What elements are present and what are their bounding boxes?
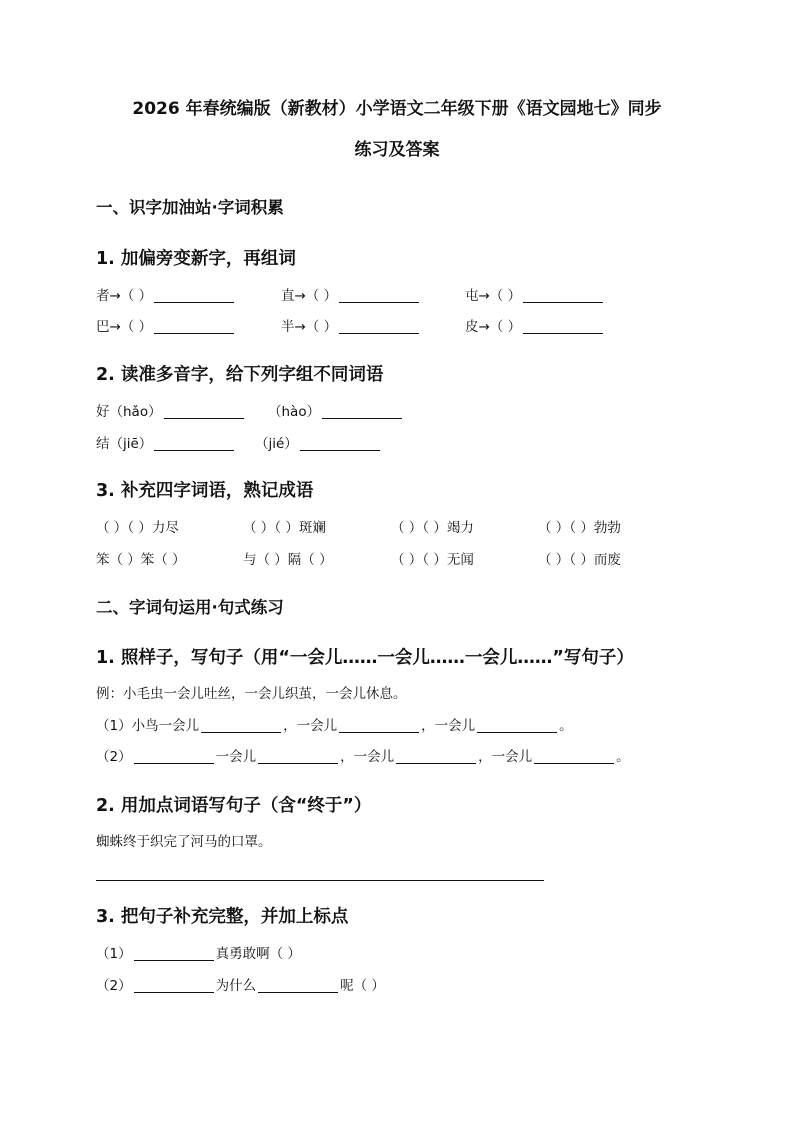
radical-item: 者→（ ） xyxy=(96,286,236,306)
given-sentence: 蜘蛛终于织完了河马的口罩。 xyxy=(96,834,272,850)
idiom-item[interactable]: 笨（ ）笨（ ） xyxy=(96,552,186,568)
document-title-line2: 练习及答案 xyxy=(354,140,440,160)
idiom-item[interactable]: （ ）（ ）斑斓 xyxy=(243,520,326,536)
answer-blank[interactable] xyxy=(523,319,603,334)
idiom-item[interactable]: 与（ ）隔（ ） xyxy=(243,552,333,568)
answer-blank[interactable] xyxy=(339,288,419,303)
question-heading-2-1: 1. 照样子，写句子（用“一会儿……一会儿……一会儿……”写句子） xyxy=(96,648,634,668)
question-heading-1-1: 1. 加偏旁变新字，再组词 xyxy=(96,249,296,269)
idiom-item[interactable]: （ ）（ ）力尽 xyxy=(96,520,179,536)
idiom-item[interactable]: （ ）（ ）而废 xyxy=(538,552,621,568)
answer-blank[interactable] xyxy=(300,436,380,451)
polyphone-item: （jié） xyxy=(255,434,382,454)
radical-item: 半→（ ） xyxy=(281,317,421,337)
polyphone-item: （hào） xyxy=(268,402,404,422)
answer-blank[interactable] xyxy=(477,718,557,733)
radical-item: 屯→（ ） xyxy=(465,286,605,306)
answer-blank[interactable] xyxy=(534,749,614,764)
sentence-line-2: （2） 一会儿 ，一会儿 ，一会儿 。 xyxy=(96,749,630,765)
sentence-line-1: （1）小鸟一会儿 ，一会儿 ，一会儿 。 xyxy=(96,718,573,734)
answer-blank[interactable] xyxy=(154,319,234,334)
document-title-line1: 2026 年春统编版（新教材）小学语文二年级下册《语文园地七》同步 xyxy=(132,99,662,119)
answer-blank[interactable] xyxy=(258,749,338,764)
answer-blank[interactable] xyxy=(154,288,234,303)
radical-item: 皮→（ ） xyxy=(465,317,605,337)
radical-item: 直→（ ） xyxy=(281,286,421,306)
polyphone-item: 好（hǎo） xyxy=(96,402,246,422)
answer-blank[interactable] xyxy=(339,718,419,733)
radical-item: 巴→（ ） xyxy=(96,317,236,337)
section-heading-2: 二、字词句运用·句式练习 xyxy=(96,598,284,617)
example-sentence: 例：小毛虫一会儿吐丝，一会儿织茧，一会儿休息。 xyxy=(96,686,407,702)
polyphone-item: 结（jiē） xyxy=(96,434,236,454)
answer-line[interactable] xyxy=(96,880,544,881)
complete-sentence-1: （1） 真勇敢啊（ ） xyxy=(96,946,301,962)
answer-blank[interactable] xyxy=(134,946,214,961)
answer-blank[interactable] xyxy=(339,319,419,334)
question-heading-2-3: 3. 把句子补充完整，并加上标点 xyxy=(96,907,349,927)
question-heading-1-2: 2. 读准多音字，给下列字组不同词语 xyxy=(96,365,384,385)
answer-blank[interactable] xyxy=(134,749,214,764)
idiom-item[interactable]: （ ）（ ）勃勃 xyxy=(538,520,621,536)
answer-blank[interactable] xyxy=(154,436,234,451)
question-heading-1-3: 3. 补充四字词语，熟记成语 xyxy=(96,481,314,501)
answer-blank[interactable] xyxy=(164,404,244,419)
idiom-item[interactable]: （ ）（ ）无闻 xyxy=(391,552,474,568)
answer-blank[interactable] xyxy=(322,404,402,419)
question-heading-2-2: 2. 用加点词语写句子（含“终于”） xyxy=(96,796,372,816)
complete-sentence-2: （2） 为什么 呢（ ） xyxy=(96,978,385,994)
answer-blank[interactable] xyxy=(523,288,603,303)
answer-blank[interactable] xyxy=(134,978,214,993)
section-heading-1: 一、识字加油站·字词积累 xyxy=(96,198,284,217)
answer-blank[interactable] xyxy=(258,978,338,993)
answer-blank[interactable] xyxy=(396,749,476,764)
idiom-item[interactable]: （ ）（ ）竭力 xyxy=(391,520,474,536)
answer-blank[interactable] xyxy=(201,718,281,733)
